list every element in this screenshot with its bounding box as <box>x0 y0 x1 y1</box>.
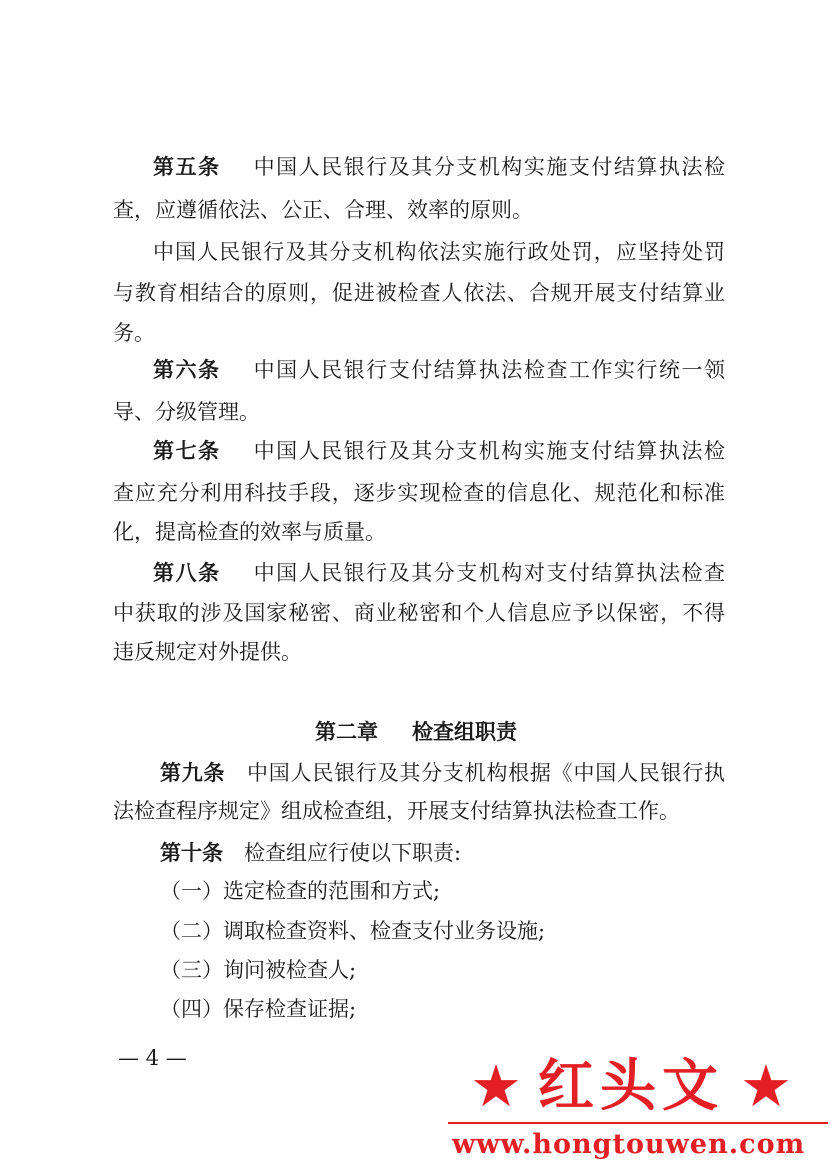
article-5-line-2: 查，应遵循依法、公正、合理、效率的原则。 <box>113 198 533 222</box>
article-9-title: 第九条 <box>160 761 226 785</box>
article-5-para-2-line-1: 中国人民银行及其分支机构依法实施行政处罚，应坚持处罚 <box>153 240 725 264</box>
article-10-text-1: 检查组应行使以下职责: <box>244 841 462 865</box>
article-8-title: 第八条 <box>153 561 221 585</box>
article-5-title: 第五条 <box>153 155 221 179</box>
article-8-text-1: 中国人民银行及其分支机构对支付结算执法检查 <box>252 561 725 585</box>
article-7-line-3: 化，提高检查的效率与质量。 <box>113 520 386 544</box>
article-6-line-1 <box>153 355 725 385</box>
article-9-line-1 <box>160 758 725 788</box>
chapter-title: 检查组职责 <box>412 720 517 744</box>
article-7-line-2: 查应充分利用科技手段，逐步实现检查的信息化、规范化和标准 <box>113 481 725 505</box>
article-8-line-1 <box>153 558 725 588</box>
article-10-title: 第十条 <box>160 841 223 865</box>
duty-item-2: （二）调取检查资料、检查支付业务设施; <box>160 919 546 943</box>
watermark-title: 红头文 <box>538 1054 724 1119</box>
article-9-text-1: 中国人民银行及其分支机构根据《中国人民银行执 <box>246 761 725 785</box>
star-icon: ★ <box>740 1052 792 1120</box>
chapter-number: 第二章 <box>315 720 378 744</box>
article-8-line-3: 违反规定对外提供。 <box>113 640 302 664</box>
chapter-heading <box>0 717 832 747</box>
article-8-line-2: 中获取的涉及国家秘密、商业秘密和个人信息应予以保密，不得 <box>113 601 725 625</box>
article-6-title: 第六条 <box>153 358 221 382</box>
article-10-line-1 <box>160 838 772 868</box>
page-number: — 4 — <box>118 1046 187 1070</box>
duty-item-1: （一）选定检查的范围和方式; <box>160 879 441 903</box>
article-6-line-2: 导、分级管理。 <box>113 400 260 424</box>
article-7-text-1: 中国人民银行及其分支机构实施支付结算执法检 <box>252 439 725 463</box>
article-7-title: 第七条 <box>153 439 221 463</box>
article-5-line-1 <box>153 152 725 182</box>
watermark-url: www.hongtouwen.com <box>452 1129 806 1160</box>
article-6-text-1: 中国人民银行支付结算执法检查工作实行统一领 <box>252 358 725 382</box>
article-9-line-2: 法检查程序规定》组成检查组，开展支付结算执法检查工作。 <box>113 799 680 823</box>
article-5-para-2-line-2: 与教育相结合的原则，促进被检查人依法、合规开展支付结算业 <box>113 281 725 305</box>
star-icon: ★ <box>470 1052 522 1120</box>
duty-item-3: （三）询问被检查人; <box>160 958 357 982</box>
watermark-logo <box>440 1050 832 1169</box>
duty-item-4: （四）保存检查证据; <box>160 997 357 1021</box>
watermark-divider <box>448 1122 828 1124</box>
article-5-text-1: 中国人民银行及其分支机构实施支付结算执法检 <box>252 155 725 179</box>
article-5-para-2-line-3: 务。 <box>113 321 155 345</box>
article-7-line-1 <box>153 436 725 466</box>
